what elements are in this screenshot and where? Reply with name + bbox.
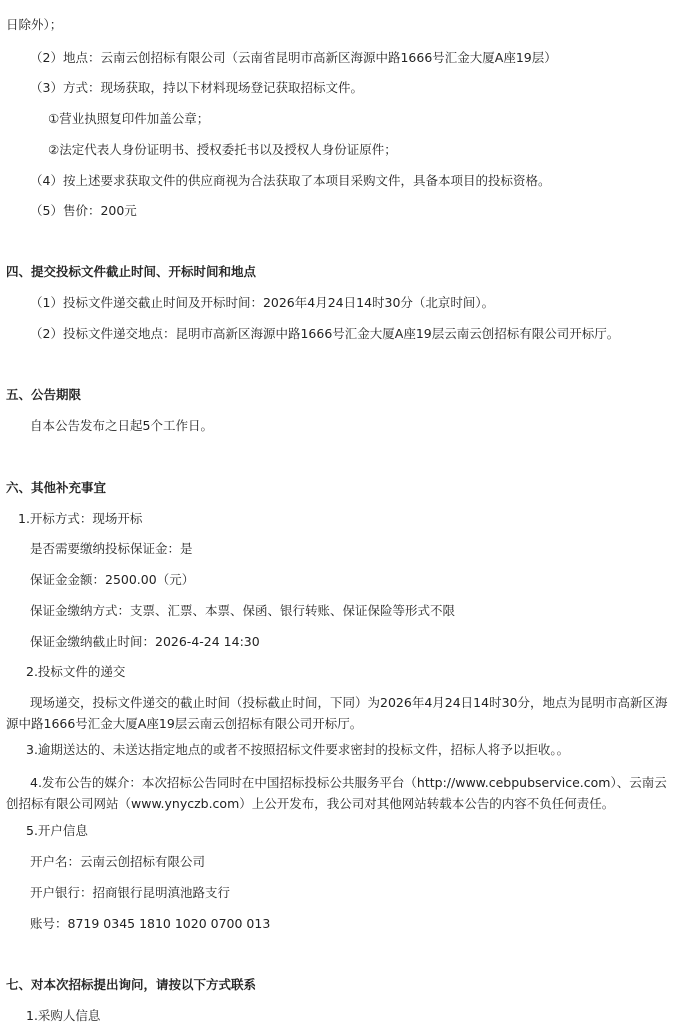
text-line: （1）投标文件递交截止时间及开标时间：2026年4月24日14时30分（北京时间）。	[30, 295, 495, 310]
text-line: 保证金缴纳截止时间：2026-4-24 14:30	[30, 634, 260, 649]
section-heading: 五、公告期限	[6, 387, 82, 402]
text-line: 是否需要缴纳投标保证金：是	[30, 541, 193, 556]
text-line: ②法定代表人身份证明书、授权委托书以及授权人身份证原件；	[48, 142, 397, 157]
text-line: 保证金金额：2500.00（元）	[30, 572, 195, 587]
text-line: （2）投标文件递交地点：昆明市高新区海源中路1666号汇金大厦A座19层云南云创招标有限公司开标厅。	[30, 326, 620, 341]
text-line: 1.开标方式：现场开标	[18, 511, 143, 526]
text-line: （2）地点：云南云创招标有限公司（云南省昆明市高新区海源中路1666号汇金大厦A座19层）	[30, 50, 557, 65]
text-line: 账号：8719 0345 1810 1020 0700 013	[30, 916, 271, 931]
text-paragraph: 4.发布公告的媒介：本次招标公告同时在中国招标投标公共服务平台（http://www.cebpubservice.com）、云南云创招标有限公司网站（www.ynyczb.com）上公开发布，我公司对其他网站转载本公告的内容不负任何责任。	[6, 775, 667, 811]
text-line: 2.投标文件的递交	[26, 664, 126, 679]
text-paragraph: 现场递交，投标文件递交的截止时间（投标截止时间，下同）为2026年4月24日14时30分，地点为昆明市高新区海源中路1666号汇金大厦A座19层云南云创招标有限公司开标厅。	[6, 695, 668, 731]
text-line: 5.开户信息	[26, 823, 88, 838]
text-line: 开户银行：招商银行昆明滇池路支行	[30, 885, 231, 900]
text-line: 日除外）；	[6, 17, 63, 32]
text-line: （3）方式：现场获取，持以下材料现场登记获取招标文件。	[30, 80, 363, 95]
text-line: 自本公告发布之日起5个工作日。	[30, 418, 213, 433]
text-line: 3.逾期送达的、未送达指定地点的或者不按照招标文件要求密封的投标文件，招标人将予以拒收。。	[26, 742, 570, 757]
text-line: （4）按上述要求获取文件的供应商视为合法获取了本项目采购文件，具备本项目的投标资格。	[30, 173, 551, 188]
text-line: 开户名：云南云创招标有限公司	[30, 854, 206, 869]
text-line: ①营业执照复印件加盖公章；	[48, 111, 210, 126]
section-heading: 七、对本次招标提出询问，请按以下方式联系	[6, 977, 257, 992]
text-line: 1.采购人信息	[26, 1008, 101, 1023]
section-heading: 六、其他补充事宜	[6, 480, 107, 495]
text-line: 保证金缴纳方式：支票、汇票、本票、保函、银行转账、保证保险等形式不限	[30, 603, 456, 618]
section-heading: 四、提交投标文件截止时间、开标时间和地点	[6, 264, 257, 279]
text-line: （5）售价：200元	[30, 203, 137, 218]
